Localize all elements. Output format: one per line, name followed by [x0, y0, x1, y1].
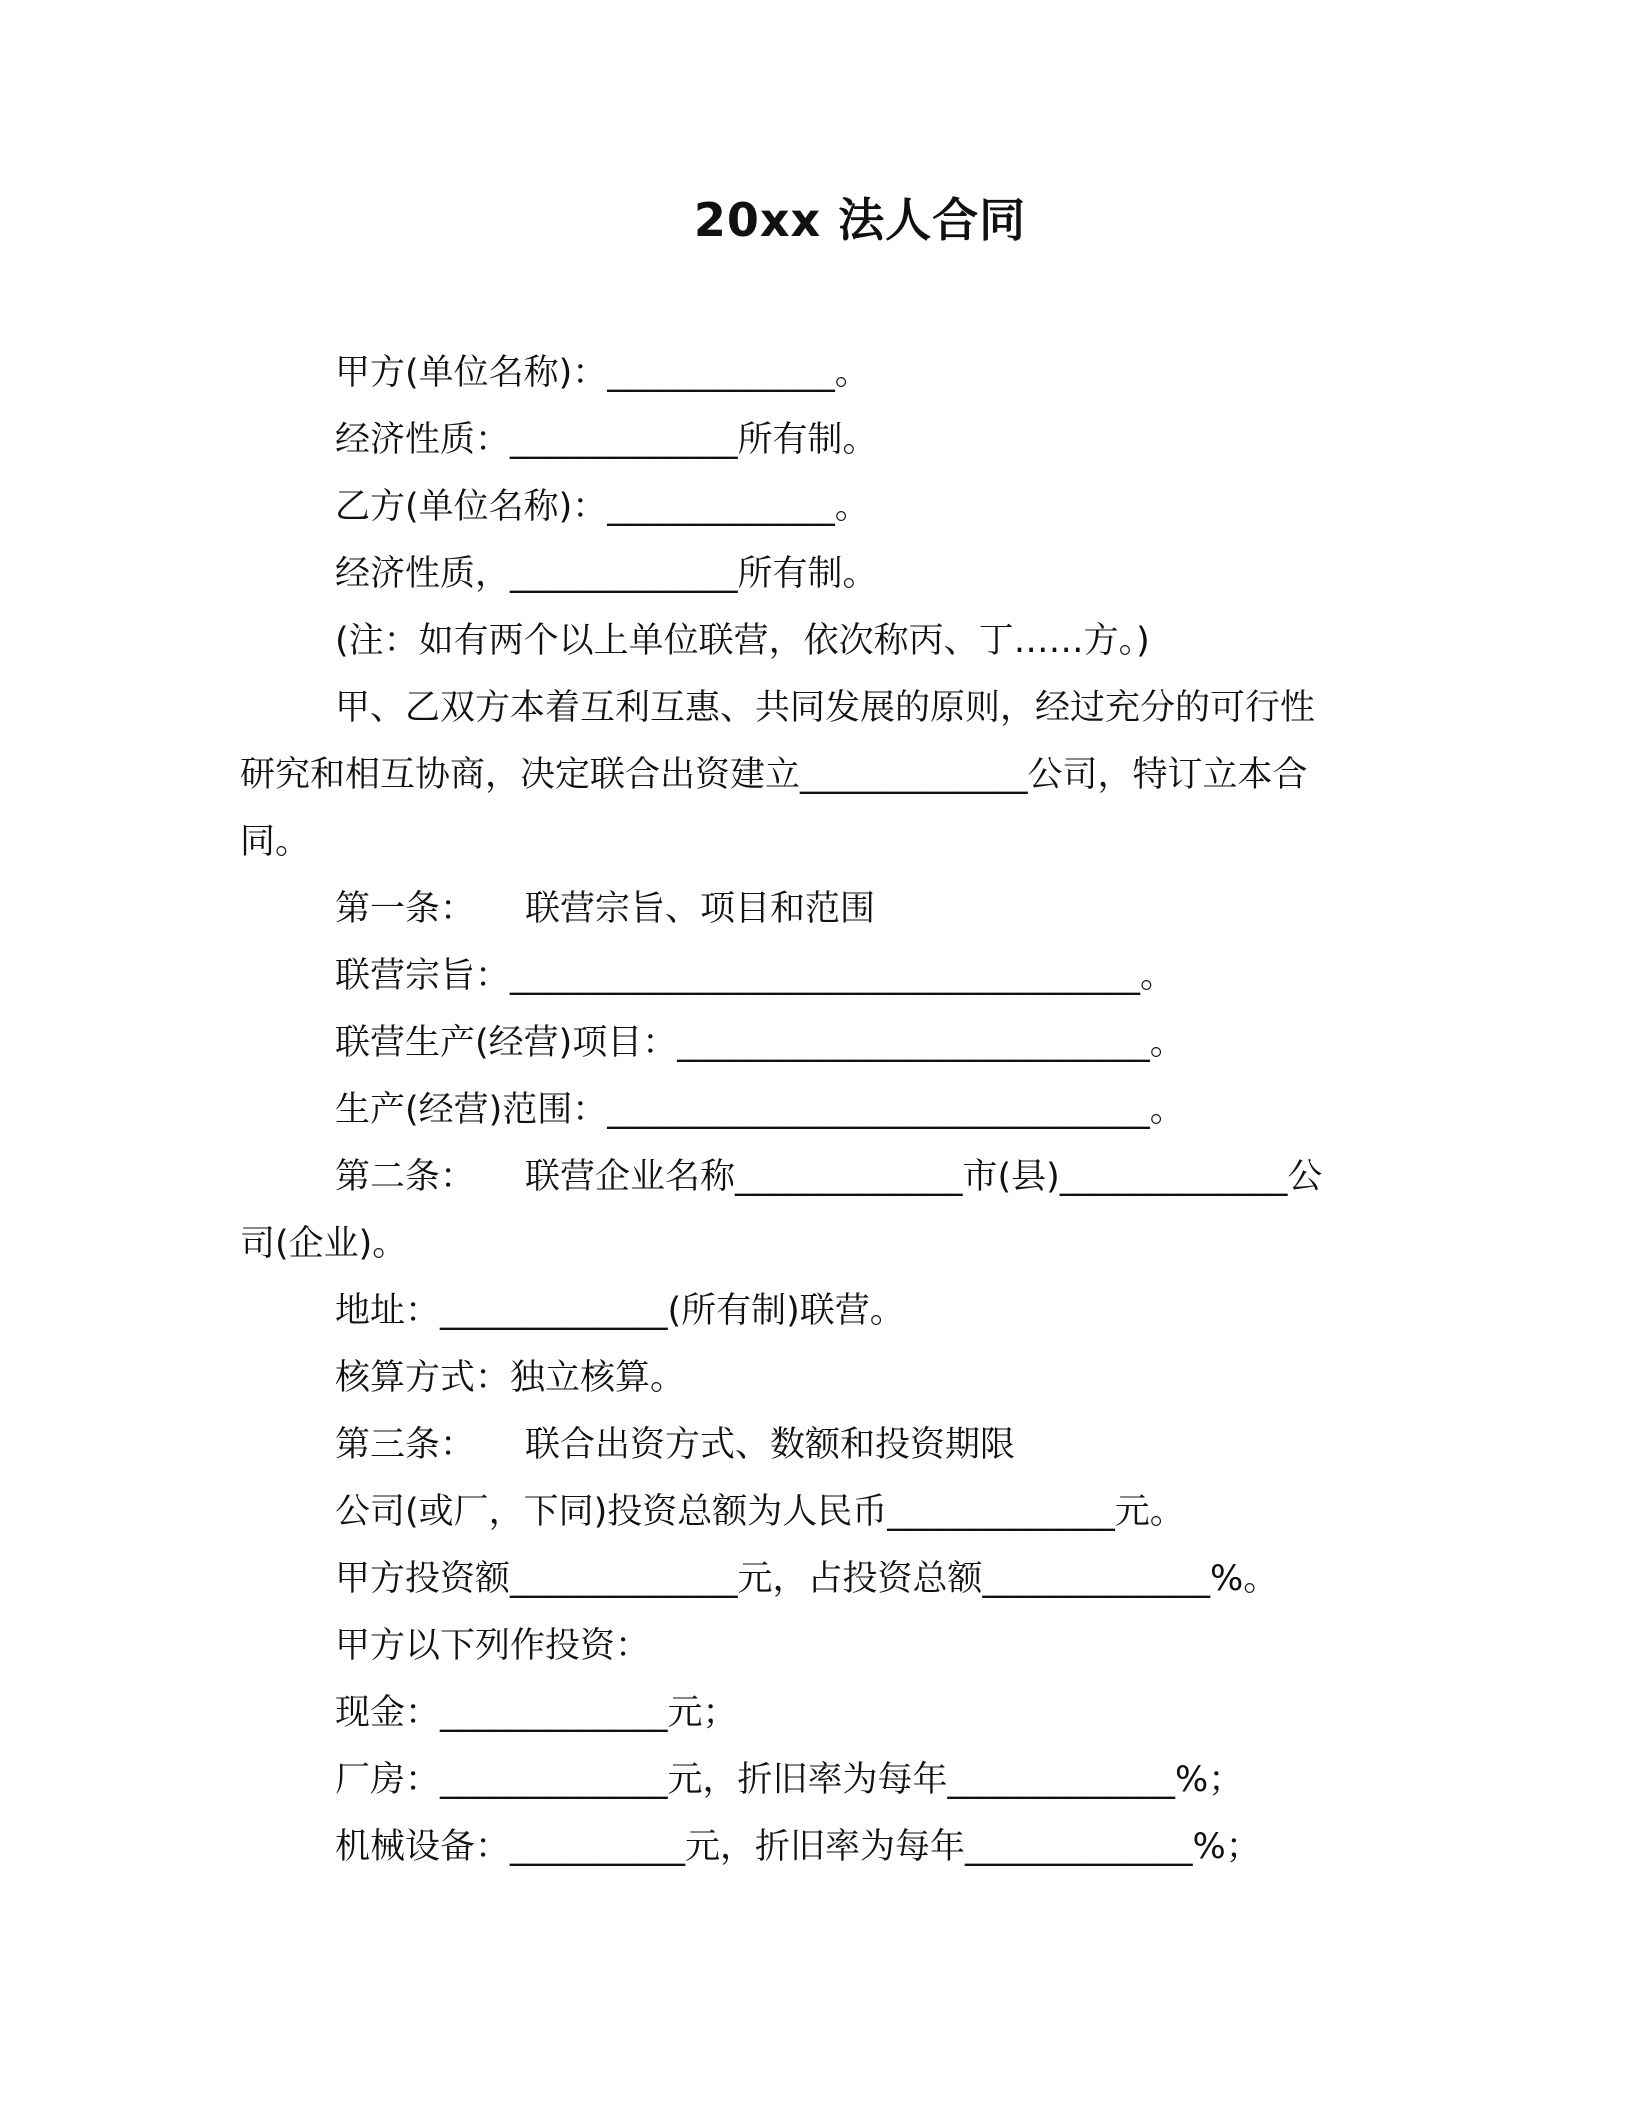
line-text: 生产(经营)范围：_______________________________。	[335, 1090, 1185, 1130]
text-line	[240, 1747, 1380, 1814]
text-line	[240, 943, 1380, 1010]
line-text: 现金：_____________元；	[335, 1693, 738, 1733]
text-line	[240, 1814, 1380, 1881]
text-line	[240, 675, 1380, 742]
text-line	[240, 608, 1380, 675]
line-text: 经济性质，_____________所有制。	[335, 554, 878, 594]
line-text: 厂房：_____________元，折旧率为每年_____________%；	[335, 1760, 1244, 1800]
text-line	[240, 407, 1380, 474]
text-line	[240, 340, 1380, 407]
article-label: 第一条：	[335, 889, 476, 929]
article-label: 第三条：	[335, 1425, 476, 1465]
line-text: 研究和相互协商，决定联合出资建立_____________公司，特订立本合	[240, 755, 1308, 795]
text-line	[240, 541, 1380, 608]
line-text: 联营宗旨：____________________________________。	[335, 956, 1176, 996]
line-text: 甲、乙双方本着互利互惠、共同发展的原则，经过充分的可行性	[335, 688, 1316, 728]
line-text: 公司(或厂，下同)投资总额为人民币_____________元。	[335, 1492, 1185, 1532]
text-line	[240, 809, 1380, 876]
article-heading-2	[240, 1144, 1380, 1211]
line-text: 联营宗旨、项目和范围	[525, 889, 876, 929]
line-text: 同。	[240, 822, 311, 862]
line-text: 联营生产(经营)项目：___________________________。	[335, 1023, 1185, 1063]
article-label: 第二条：	[335, 1157, 476, 1197]
line-text: 甲方投资额_____________元，占投资总额_____________%。	[335, 1559, 1279, 1599]
text-line	[240, 1211, 1380, 1278]
text-line	[240, 1546, 1380, 1613]
text-line	[240, 1278, 1380, 1345]
text-line	[240, 1613, 1380, 1680]
line-text: 核算方式：独立核算。	[335, 1358, 686, 1398]
line-text: 机械设备：__________元，折旧率为每年_____________%；	[335, 1827, 1261, 1867]
line-text: 司(企业)。	[240, 1224, 408, 1264]
article-heading-1	[240, 876, 1380, 943]
text-line	[240, 474, 1380, 541]
line-text: 地址：_____________(所有制)联营。	[335, 1291, 905, 1331]
line-text: 乙方(单位名称)：_____________。	[335, 487, 870, 527]
text-line	[240, 1479, 1380, 1546]
line-text: 经济性质：_____________所有制。	[335, 420, 878, 460]
line-text: 甲方以下列作投资：	[335, 1626, 651, 1666]
line-text: 联合出资方式、数额和投资期限	[525, 1425, 1016, 1465]
text-line	[240, 1010, 1380, 1077]
document-title: 20xx 法人合同	[693, 193, 1027, 247]
line-text: 联营企业名称_____________市(县)_____________公	[525, 1157, 1323, 1197]
text-line	[240, 742, 1380, 809]
text-line	[240, 1077, 1380, 1144]
line-text: 甲方(单位名称)：_____________。	[335, 353, 870, 393]
document-body	[240, 340, 1380, 1881]
article-heading-3	[240, 1412, 1380, 1479]
text-line	[240, 1345, 1380, 1412]
line-text: (注：如有两个以上单位联营，依次称丙、丁……方。)	[335, 621, 1150, 661]
text-line	[240, 1680, 1380, 1747]
